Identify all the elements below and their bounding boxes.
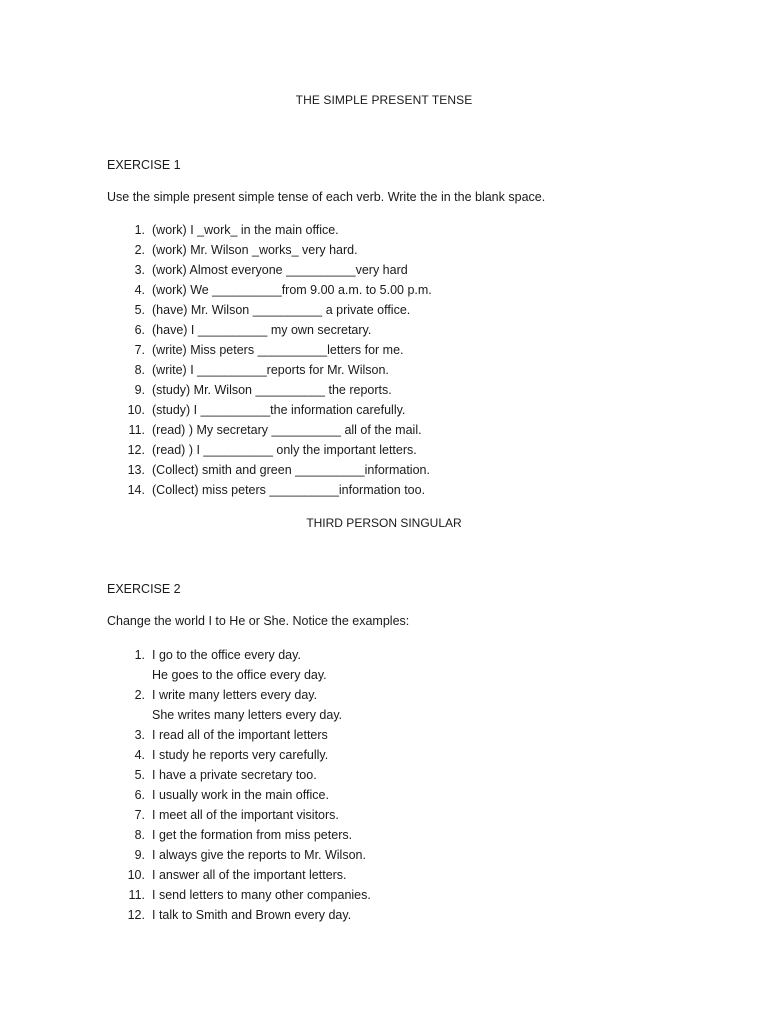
section-subtitle: THIRD PERSON SINGULAR (306, 516, 462, 530)
exercise-1-list (107, 220, 667, 500)
list-item (107, 805, 667, 825)
list-item (107, 280, 667, 300)
item-number: 10. (127, 868, 145, 882)
item-number: 9. (134, 848, 145, 862)
item-number: 7. (134, 343, 145, 357)
page-title: THE SIMPLE PRESENT TENSE (295, 93, 473, 107)
list-item (107, 260, 667, 280)
item-example: He goes to the office every day. (152, 668, 327, 682)
list-item (107, 380, 667, 400)
list-item (107, 905, 667, 925)
item-text: (Collect) miss peters __________information too. (152, 483, 426, 497)
item-text: (Collect) smith and green __________information. (152, 463, 430, 477)
exercise-1-instruction: Use the simple present simple tense of each verb. Write the in the blank space. (107, 190, 546, 204)
list-item (107, 725, 667, 745)
item-number: 8. (134, 363, 145, 377)
item-number: 11. (128, 888, 145, 902)
item-number: 12. (127, 443, 145, 457)
item-number: 2. (134, 688, 145, 702)
item-number: 3. (134, 728, 145, 742)
item-number: 6. (134, 323, 145, 337)
item-number: 1. (134, 223, 145, 237)
item-text: I write many letters every day. (152, 688, 318, 702)
item-number: 11. (128, 423, 145, 437)
list-item (107, 400, 667, 420)
item-text: (have) Mr. Wilson __________ a private office. (152, 303, 411, 317)
list-item (107, 745, 667, 765)
item-text: I always give the reports to Mr. Wilson. (152, 848, 366, 862)
item-text: I go to the office every day. (152, 648, 301, 662)
item-text: (write) Miss peters __________letters for me. (152, 343, 404, 357)
list-item (107, 460, 667, 480)
item-text: (work) I _work_ in the main office. (152, 223, 339, 237)
item-text: (work) We __________from 9.00 a.m. to 5.00 p.m. (152, 283, 432, 297)
list-item (107, 300, 667, 320)
list-item (107, 440, 667, 460)
item-text: (read) ) I __________ only the important letters. (152, 443, 417, 457)
item-text: (work) Almost everyone __________very hard (152, 263, 408, 277)
list-item (107, 420, 667, 440)
list-item (107, 480, 667, 500)
list-item (107, 765, 667, 785)
item-text: I study he reports very carefully. (152, 748, 329, 762)
item-number: 2. (134, 243, 145, 257)
item-number: 1. (134, 648, 145, 662)
list-item (107, 340, 667, 360)
item-number: 3. (134, 263, 145, 277)
item-text: I have a private secretary too. (152, 768, 317, 782)
item-number: 13. (127, 463, 145, 477)
item-number: 10. (127, 403, 145, 417)
item-text: I send letters to many other companies. (152, 888, 371, 902)
item-text: (have) I __________ my own secretary. (152, 323, 372, 337)
item-text: I answer all of the important letters. (152, 868, 347, 882)
item-text: (work) Mr. Wilson _works_ very hard. (152, 243, 358, 257)
item-number: 4. (134, 748, 145, 762)
item-number: 9. (134, 383, 145, 397)
list-item (107, 320, 667, 340)
list-item (107, 645, 667, 685)
list-item (107, 785, 667, 805)
item-number: 6. (134, 788, 145, 802)
item-text: I meet all of the important visitors. (152, 808, 339, 822)
item-number: 4. (134, 283, 145, 297)
list-item (107, 865, 667, 885)
list-item (107, 885, 667, 905)
list-item (107, 845, 667, 865)
exercise-2-instruction: Change the world I to He or She. Notice the examples: (107, 614, 410, 628)
item-text: I get the formation from miss peters. (152, 828, 353, 842)
item-text: (read) ) My secretary __________ all of the mail. (152, 423, 422, 437)
item-text: I usually work in the main office. (152, 788, 329, 802)
exercise-2-heading: EXERCISE 2 (107, 582, 181, 596)
list-item (107, 685, 667, 725)
list-item (107, 220, 667, 240)
exercise-1-heading: EXERCISE 1 (107, 158, 181, 172)
item-text: I read all of the important letters (152, 728, 328, 742)
item-number: 8. (134, 828, 145, 842)
item-text: (study) I __________the information carefully. (152, 403, 406, 417)
item-example: She writes many letters every day. (152, 708, 343, 722)
list-item (107, 825, 667, 845)
exercise-2-list (107, 645, 667, 925)
item-number: 5. (134, 303, 145, 317)
item-text: (write) I __________reports for Mr. Wilson. (152, 363, 389, 377)
item-number: 7. (134, 808, 145, 822)
item-text: I talk to Smith and Brown every day. (152, 908, 352, 922)
item-text: (study) Mr. Wilson __________ the reports. (152, 383, 392, 397)
list-item (107, 360, 667, 380)
list-item (107, 240, 667, 260)
item-number: 12. (127, 908, 145, 922)
item-number: 14. (127, 483, 145, 497)
item-number: 5. (134, 768, 145, 782)
